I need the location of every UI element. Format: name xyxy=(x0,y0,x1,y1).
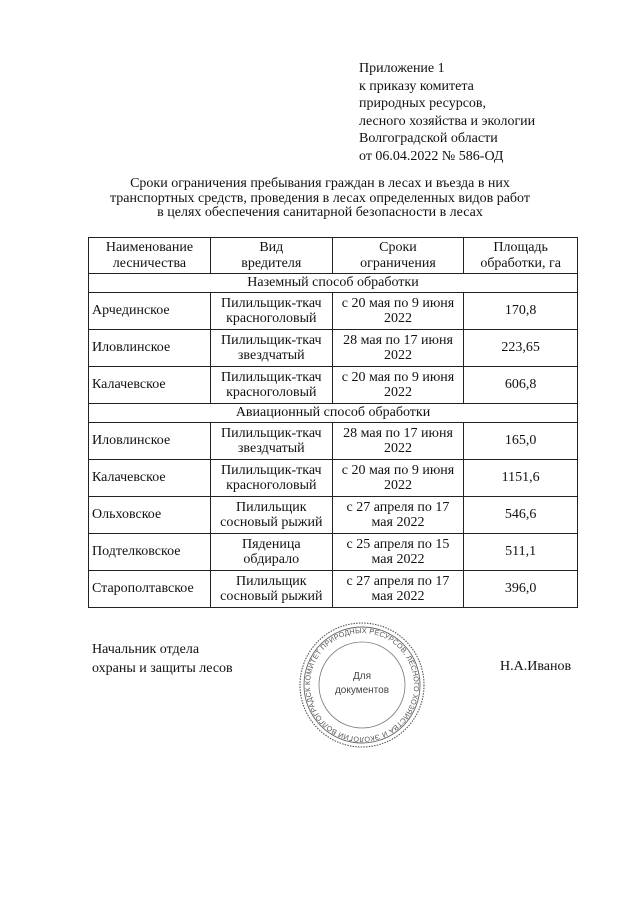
pest-type xyxy=(210,423,332,460)
period-line: 28 мая по 17 июня xyxy=(343,332,453,348)
pest-line: сосновый рыжий xyxy=(220,589,323,604)
treatment-area: 606,8 xyxy=(464,367,578,404)
treatment-area: 1151,6 xyxy=(464,460,578,497)
pest-type xyxy=(210,293,332,330)
pest-line: сосновый рыжий xyxy=(220,515,323,530)
period-line: 28 мая по 17 июня xyxy=(343,425,453,441)
pest-line: звездчатый xyxy=(237,441,305,456)
stamp-ring-text: КОМИТЕТ ПРИРОДНЫХ РЕСУРСОВ, ЛЕСНОГО ХОЗЯЙСТВА И ЭКОЛОГИИ ВОЛГОГРАДСК xyxy=(302,625,422,745)
appendix-header xyxy=(359,60,619,166)
stamp-center-line: документов xyxy=(334,685,390,696)
pest-line: Пилильщик-ткач xyxy=(220,462,322,478)
pest-line: Пяденица xyxy=(242,536,301,552)
restriction-period xyxy=(332,534,464,571)
table-row xyxy=(89,571,578,608)
period-line: с 20 мая по 9 июня xyxy=(341,462,455,478)
section-row xyxy=(89,274,578,293)
header-area: Площадь обработки, га xyxy=(464,238,578,274)
forestry-name: Иловлинское xyxy=(89,330,211,367)
header-pest: Вид вредителя xyxy=(210,238,332,274)
period-line: с 27 апреля по 17 xyxy=(346,499,450,515)
table-row xyxy=(89,293,578,330)
header-period: Сроки ограничения xyxy=(332,238,464,274)
restriction-period xyxy=(332,367,464,404)
pest-type xyxy=(210,571,332,608)
treatment-area: 546,6 xyxy=(464,497,578,534)
treatment-area: 165,0 xyxy=(464,423,578,460)
table-row xyxy=(89,497,578,534)
appendix-line: Волгоградской области xyxy=(359,131,498,147)
forestry-name: Подтелковское xyxy=(89,534,211,571)
title-line: Сроки ограничения пребывания граждан в лесах и въезда в них xyxy=(130,176,510,191)
treatment-area: 511,1 xyxy=(464,534,578,571)
appendix-line: от 06.04.2022 № 586-ОД xyxy=(359,148,504,164)
table-row xyxy=(89,534,578,571)
treatment-area: 223,65 xyxy=(464,330,578,367)
pest-line: Пилильщик-ткач xyxy=(220,332,322,348)
official-stamp xyxy=(297,621,427,754)
restriction-period xyxy=(332,423,464,460)
section-title: Авиационный способ обработки xyxy=(89,404,578,423)
appendix-line: природных ресурсов, xyxy=(359,96,487,112)
position-line: охраны и защиты лесов xyxy=(92,661,233,676)
header-forestry: Наименование лесничества xyxy=(89,238,211,274)
table-row xyxy=(89,460,578,497)
pest-line: красноголовый xyxy=(226,478,317,493)
period-line: мая 2022 xyxy=(371,552,425,567)
period-line: 2022 xyxy=(383,311,412,326)
pest-line: Пилильщик xyxy=(236,573,307,589)
treatment-area: 170,8 xyxy=(464,293,578,330)
document-title xyxy=(60,177,580,221)
appendix-line: к приказу комитета xyxy=(359,78,474,94)
appendix-line: лесного хозяйства и экологии xyxy=(359,113,536,129)
table-row xyxy=(89,330,578,367)
pest-line: звездчатый xyxy=(237,348,305,363)
forestry-name: Калачевское xyxy=(89,367,211,404)
pest-type xyxy=(210,534,332,571)
forestry-name: Ольховское xyxy=(89,497,211,534)
restriction-period xyxy=(332,460,464,497)
period-line: мая 2022 xyxy=(371,589,425,604)
stamp-center-line: Для xyxy=(352,671,372,682)
pest-line: Пилильщик-ткач xyxy=(220,425,322,441)
period-line: мая 2022 xyxy=(371,515,425,530)
pest-type xyxy=(210,460,332,497)
period-line: 2022 xyxy=(383,478,412,493)
pest-type xyxy=(210,497,332,534)
period-line: 2022 xyxy=(383,385,412,400)
treatment-area: 396,0 xyxy=(464,571,578,608)
period-line: с 25 апреля по 15 xyxy=(346,536,450,552)
period-line: 2022 xyxy=(383,441,412,456)
section-row xyxy=(89,404,578,423)
pest-line: обдирало xyxy=(243,552,300,567)
period-line: с 27 апреля по 17 xyxy=(346,573,450,589)
pest-line: Пилильщик-ткач xyxy=(220,369,322,385)
table-body xyxy=(89,274,578,608)
restrictions-table xyxy=(88,237,578,608)
pest-line: Пилильщик xyxy=(236,499,307,515)
pest-type xyxy=(210,330,332,367)
title-line: транспортных средств, проведения в лесах определенных видов работ xyxy=(110,190,530,206)
pest-line: красноголовый xyxy=(226,311,317,326)
title-line: в целях обеспечения санитарной безопасности в лесах xyxy=(157,205,483,220)
table-row xyxy=(89,367,578,404)
position-line: Начальник отдела xyxy=(92,642,200,657)
pest-line: Пилильщик-ткач xyxy=(220,295,322,311)
forestry-name: Арчединское xyxy=(89,293,211,330)
pest-type xyxy=(210,367,332,404)
appendix-line: Приложение 1 xyxy=(359,61,445,76)
signatory-position xyxy=(92,640,233,678)
restriction-period xyxy=(332,330,464,367)
restriction-period xyxy=(332,293,464,330)
period-line: с 20 мая по 9 июня xyxy=(341,295,455,311)
signatory-name: Н.А.Иванов xyxy=(500,659,572,674)
period-line: с 20 мая по 9 июня xyxy=(341,369,455,385)
forestry-name: Иловлинское xyxy=(89,423,211,460)
forestry-name: Старополтавское xyxy=(89,571,211,608)
table-row xyxy=(89,423,578,460)
pest-line: красноголовый xyxy=(226,385,317,400)
table-header-row xyxy=(89,238,578,274)
period-line: 2022 xyxy=(383,348,412,363)
forestry-name: Калачевское xyxy=(89,460,211,497)
section-title: Наземный способ обработки xyxy=(89,274,578,293)
restriction-period xyxy=(332,571,464,608)
restriction-period xyxy=(332,497,464,534)
